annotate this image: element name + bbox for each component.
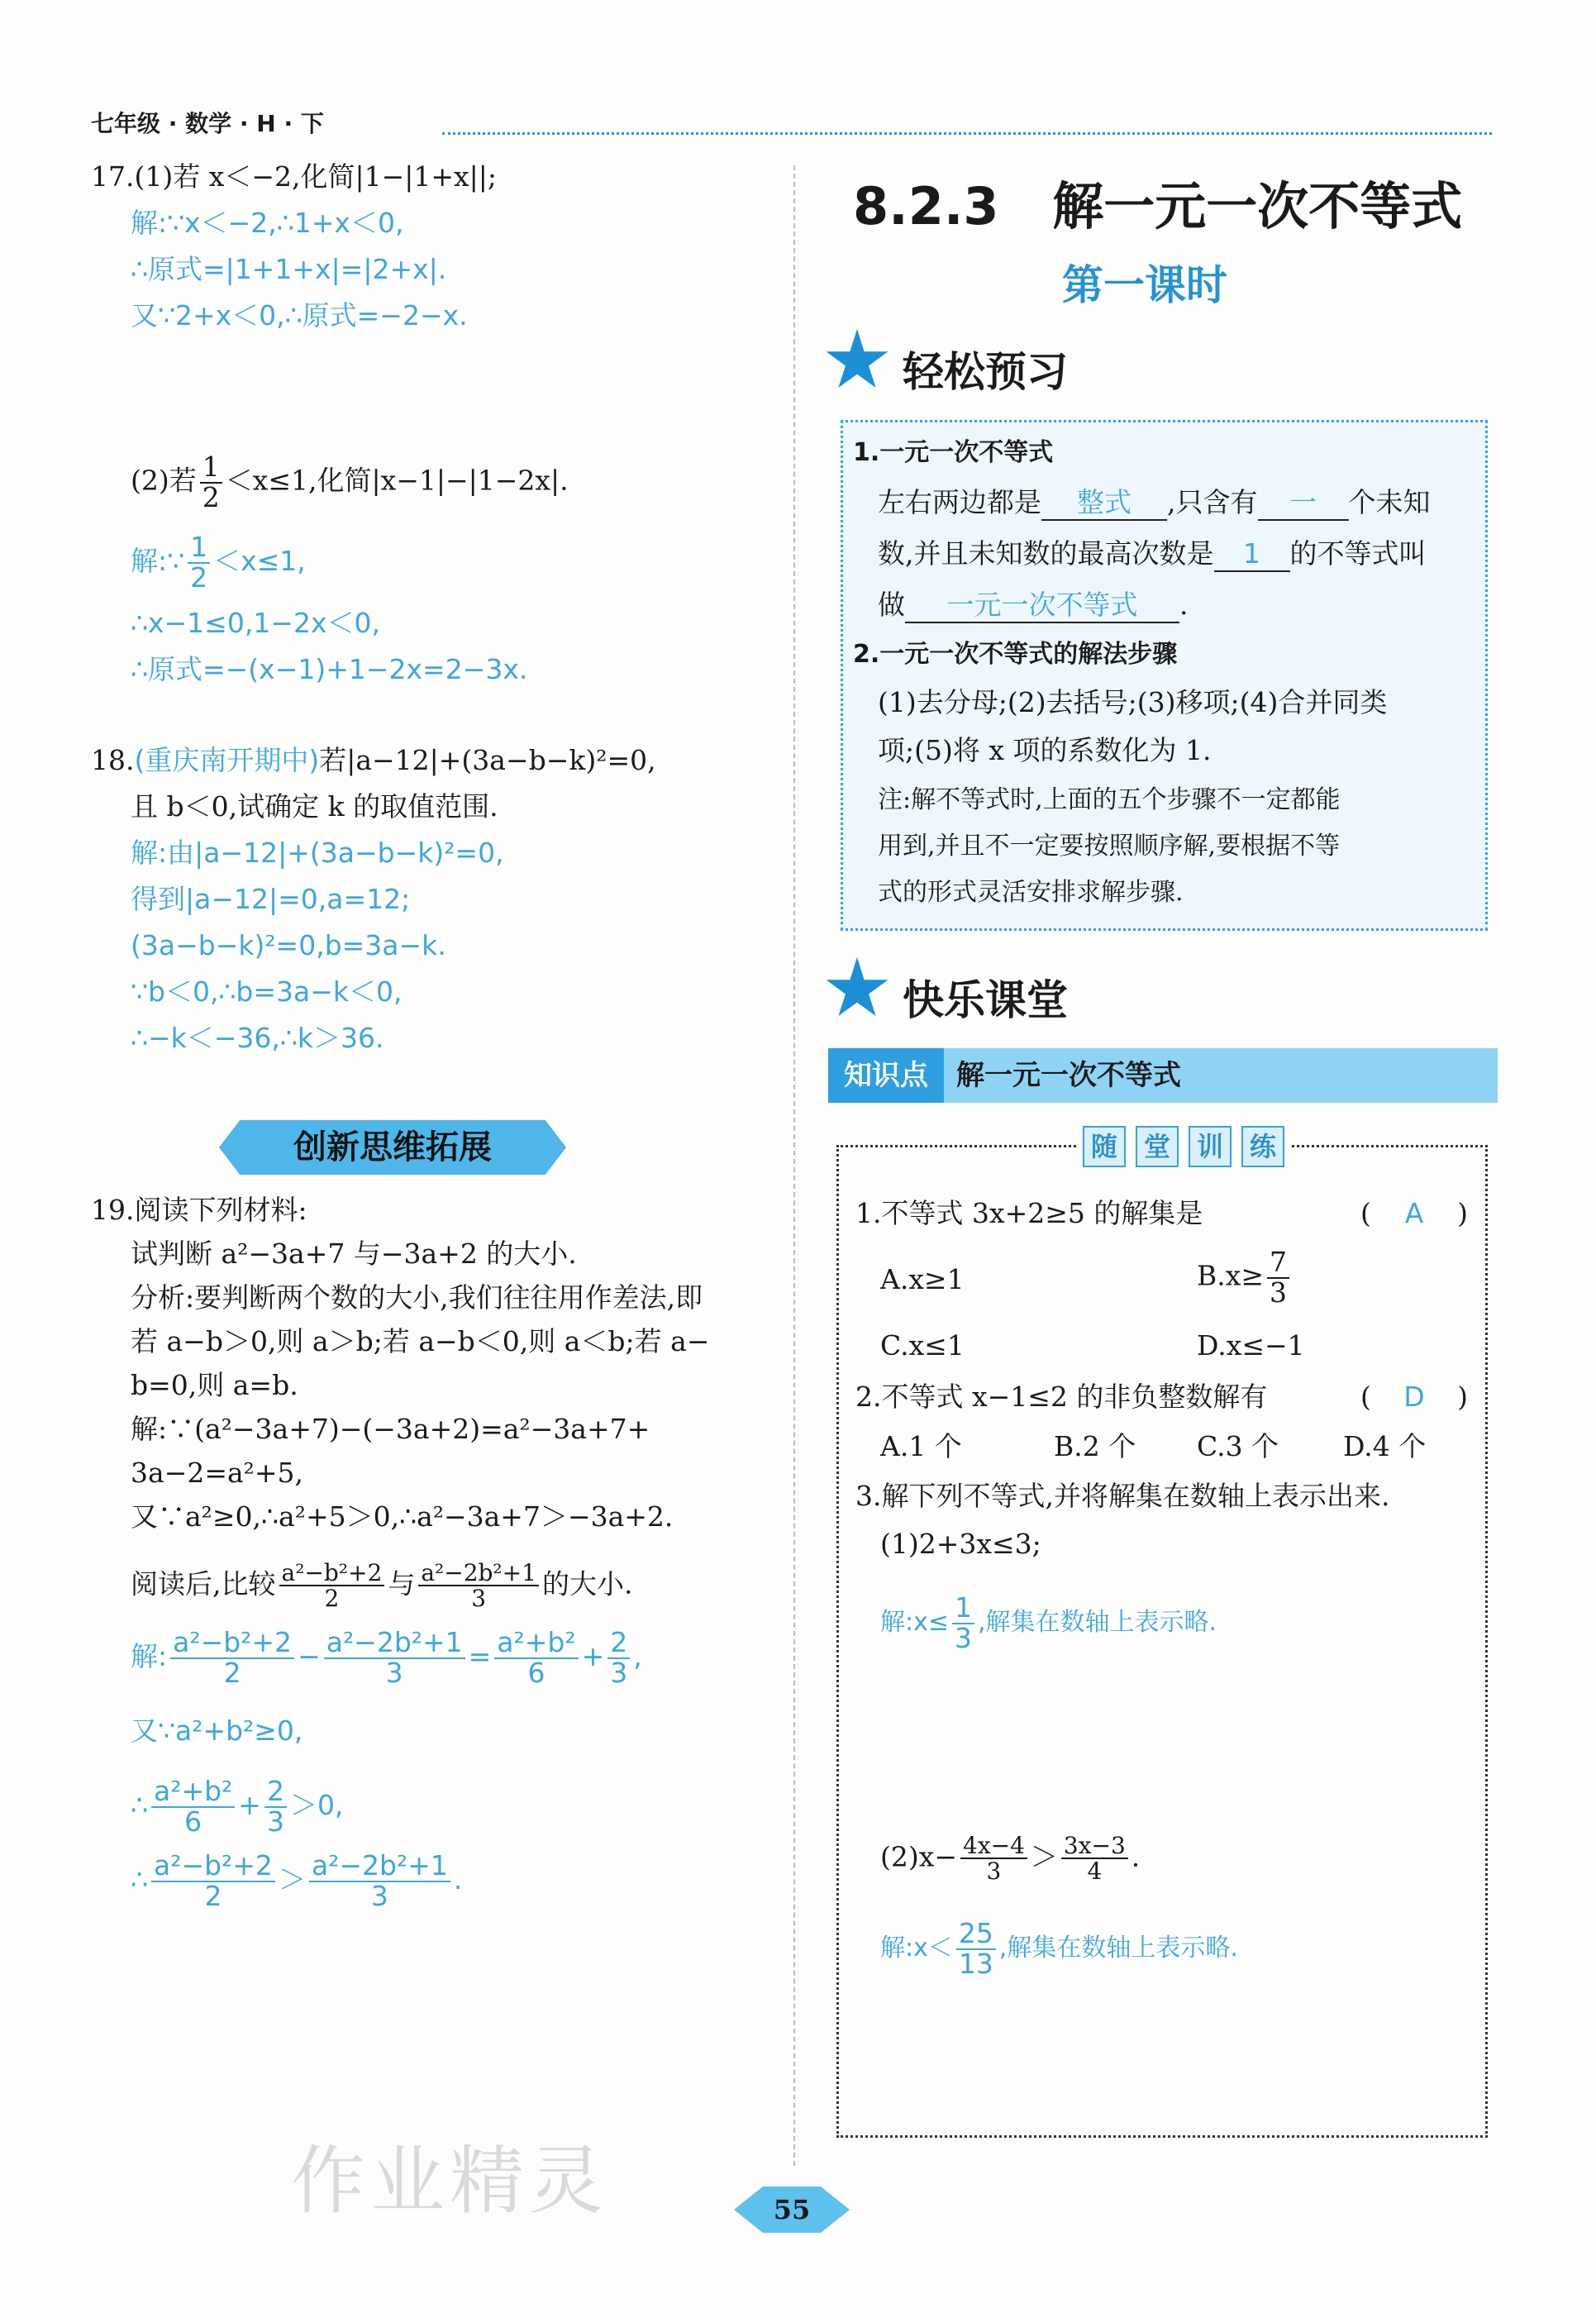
preview-line: 数,并且未知数的最高次数是 1 的不等式叫 — [878, 537, 1427, 572]
fraction: $\frac{1}{3}$ — [952, 1594, 974, 1652]
q17-part2-answer-line: ∴x−1≤0,1−2x＜0, — [131, 607, 380, 639]
fraction: $\frac{2}{3}$ — [607, 1629, 630, 1687]
preview-line: 做 一元一次不等式 . — [878, 589, 1189, 623]
preview-note: 注:解不等式时,上面的五个步骤不一定都能 — [878, 785, 1341, 814]
watermark: 作业精灵 — [291, 2138, 608, 2225]
option: D.4 个 — [1343, 1430, 1427, 1462]
q18-source: (重庆南开期中) — [134, 744, 320, 776]
q19-line: 分析:要判断两个数的大小,我们往往用作差法,即 — [131, 1281, 703, 1314]
q19-line: 3a−2=a²+5, — [131, 1457, 304, 1489]
q19-compare-line: 阅读后,比较 $\frac{\text{a²−b²+2}}{2}$ 与 $\frac{\text{a²−2b²+1}}{3}$ 的大小. — [131, 1559, 633, 1613]
option: B.2 个 — [1054, 1430, 1136, 1462]
fraction: $\frac{\text{a²+b²}}{6}$ — [151, 1777, 235, 1836]
page-number: 55 — [773, 2194, 811, 2225]
q17-part2-answer-line: ∴原式=−(x−1)+1−2x=2−3x. — [131, 653, 528, 685]
option: C.x≤1 — [880, 1329, 965, 1362]
blank-answer: 1 — [1214, 537, 1290, 572]
q17-part1-answer-line: 又∵2+x＜0,∴原式=−2−x. — [131, 299, 468, 331]
q18-stem-line2: 且 b＜0,试确定 k 的取值范围. — [131, 790, 498, 823]
drill-q3-part2: (2)x− $\frac{4x-4}{3}$ ＞ $\frac{3x-3}{4}$ . — [880, 1832, 1141, 1886]
drill-q2-answer: D — [1403, 1381, 1425, 1413]
blank-answer: 整式 — [1041, 486, 1167, 521]
q19-line: 解:∵(a²−3a+7)−(−3a+2)=a²−3a+7+ — [131, 1413, 650, 1445]
drill-q1-answer: A — [1404, 1197, 1424, 1229]
drill-q3-answer2: 解:x＜ $\frac{25}{13}$ ,解集在数轴上表示略. — [880, 1917, 1238, 1980]
lesson-subtitle: 第一课时 — [1062, 261, 1227, 309]
drill-q2-answer-parens: ( D ) — [1360, 1381, 1468, 1413]
preview-note: 用到,并且不一定要按照顺序解,要根据不等 — [878, 832, 1341, 861]
innovation-banner-text: 创新思维拓展 — [293, 1128, 492, 1166]
preview-heading: 1.一元一次不等式 — [853, 438, 1054, 467]
knowledge-point-tag: 知识点 — [828, 1048, 944, 1103]
drill-char: 练 — [1241, 1126, 1284, 1167]
q18-answer-line: ∴−k＜−36,∴k＞36. — [131, 1022, 384, 1054]
drill-q3-part1: (1)2+3x≤3; — [880, 1528, 1041, 1560]
q17-part1-stem: 17.(1)若 x＜−2,化简|1−|1+x||; — [91, 160, 497, 193]
drill-q2-stem: 2.不等式 x−1≤2 的非负整数解有 — [855, 1381, 1268, 1413]
q18-answer-line: 解:由|a−12|+(3a−b−k)²=0, — [131, 837, 504, 869]
drill-q1-answer-parens: ( A ) — [1360, 1197, 1468, 1229]
header-title: 七年级 · 数学 · H · 下 — [91, 110, 324, 137]
drill-q1-stem: 1.不等式 3x+2≥5 的解集是 — [855, 1197, 1203, 1229]
q19-answer-line: ∴ $\frac{\text{a²−b²+2}}{2}$ ＞ $\frac{\text{a²−2b²+1}}{3}$ . — [131, 1849, 463, 1912]
q19-line: 若 a−b＞0,则 a＞b;若 a−b＜0,则 a＜b;若 a− — [131, 1325, 710, 1357]
drill-char: 随 — [1083, 1126, 1126, 1167]
q18-stem: 18.(重庆南开期中)若|a−12|+(3a−b−k)²=0, — [91, 744, 656, 776]
q17-part2-answer-line: 解:∵ $\frac{1}{2}$ ＜x≤1, — [131, 531, 306, 594]
preview-title: 轻松预习 — [903, 348, 1068, 396]
drill-q3-stem: 3.解下列不等式,并将解集在数轴上表示出来. — [855, 1480, 1390, 1512]
fraction: $\frac{7}{3}$ — [1267, 1248, 1289, 1307]
preview-line: 左右两边都是 整式 ,只含有 一 个未知 — [878, 486, 1431, 521]
section-title: 8.2.3 解一元一次不等式 — [853, 176, 1463, 236]
preview-line: (1)去分母;(2)去括号;(3)移项;(4)合并同类 — [878, 686, 1388, 718]
blank-answer: 一元一次不等式 — [905, 589, 1179, 623]
option: A.1 个 — [880, 1430, 962, 1462]
q18-answer-line: ∵b＜0,∴b=3a−k＜0, — [131, 975, 403, 1008]
class-title: 快乐课堂 — [903, 976, 1068, 1024]
fraction: $\frac{\text{a²−2b²+1}}{3}$ — [324, 1629, 465, 1687]
header-rule — [442, 132, 1492, 135]
fraction: $\frac{\text{a²−b²+2}}{2}$ — [151, 1852, 275, 1910]
fraction: $\frac{3x-3}{4}$ — [1061, 1834, 1128, 1884]
fraction: $\frac{\text{a²−b²+2}}{2}$ — [170, 1629, 294, 1687]
fraction: $\frac{2}{3}$ — [264, 1777, 287, 1836]
option: B.x≥ $\frac{7}{3}$ — [1197, 1248, 1293, 1307]
q18-answer-line: (3a−b−k)²=0,b=3a−k. — [131, 929, 446, 961]
option: D.x≤−1 — [1197, 1329, 1305, 1362]
fraction: $\frac{25}{13}$ — [956, 1920, 996, 1978]
preview-line: 项;(5)将 x 项的系数化为 1. — [878, 734, 1212, 766]
q18-answer-line: 得到|a−12|=0,a=12; — [131, 883, 411, 915]
blank-answer: 一 — [1258, 486, 1349, 521]
fraction: $\frac{\text{a²−b²+2}}{2}$ — [279, 1561, 385, 1611]
preview-note: 式的形式灵活安排求解步骤. — [878, 878, 1184, 907]
q19-answer-line: ∴ $\frac{\text{a²+b²}}{6}$ + $\frac{2}{3}$ ＞0, — [131, 1775, 344, 1838]
q19-line: 试判断 a²−3a+7 与−3a+2 的大小. — [131, 1238, 577, 1270]
q19-answer-line: 解: $\frac{\text{a²−b²+2}}{2}$ − $\frac{\text{a²−2b²+1}}{3}$ = $\frac{\text{a²+b²}}{6}$ + $\frac{2}{3}$ , — [131, 1626, 642, 1689]
fraction: $\frac{1}{2}$ — [188, 533, 210, 592]
q17-part2-stem: (2)若 $\frac{1}{2}$ ＜x≤1,化简|x−1|−|1−2x|. — [131, 451, 569, 513]
option: A.x≥1 — [880, 1263, 965, 1295]
q19-line: 又∵a²≥0,∴a²+5＞0,∴a²−3a+7＞−3a+2. — [131, 1500, 674, 1533]
fraction: $\frac{\text{a²−2b²+1}}{3}$ — [309, 1852, 450, 1910]
fraction: $\frac{1}{2}$ — [200, 453, 222, 512]
drill-char: 训 — [1189, 1126, 1232, 1167]
q19-line: b=0,则 a=b. — [131, 1369, 298, 1401]
fraction: $\frac{\text{a²−2b²+1}}{3}$ — [418, 1561, 539, 1611]
drill-char: 堂 — [1136, 1126, 1179, 1167]
fraction: $\frac{4x-4}{3}$ — [960, 1834, 1027, 1884]
knowledge-point-text: 解一元一次不等式 — [956, 1059, 1181, 1092]
drill-title — [1076, 1126, 1291, 1167]
option: C.3 个 — [1197, 1430, 1279, 1462]
star-icon — [825, 957, 889, 1022]
star-icon — [825, 329, 889, 393]
q17-part1-answer-line: 解:∵x＜−2,∴1+x＜0, — [131, 207, 404, 239]
q19-line: 19.阅读下列材料: — [91, 1194, 307, 1226]
q17-part1-answer-line: ∴原式=|1+1+x|=|2+x|. — [131, 253, 447, 285]
column-divider — [793, 165, 795, 2166]
preview-heading: 2.一元一次不等式的解法步骤 — [853, 640, 1178, 669]
fraction: $\frac{\text{a²+b²}}{6}$ — [494, 1629, 578, 1687]
q19-answer-line: 又∵a²+b²≥0, — [131, 1714, 303, 1747]
drill-q3-answer1: 解:x≤ $\frac{1}{3}$ ,解集在数轴上表示略. — [880, 1591, 1217, 1654]
